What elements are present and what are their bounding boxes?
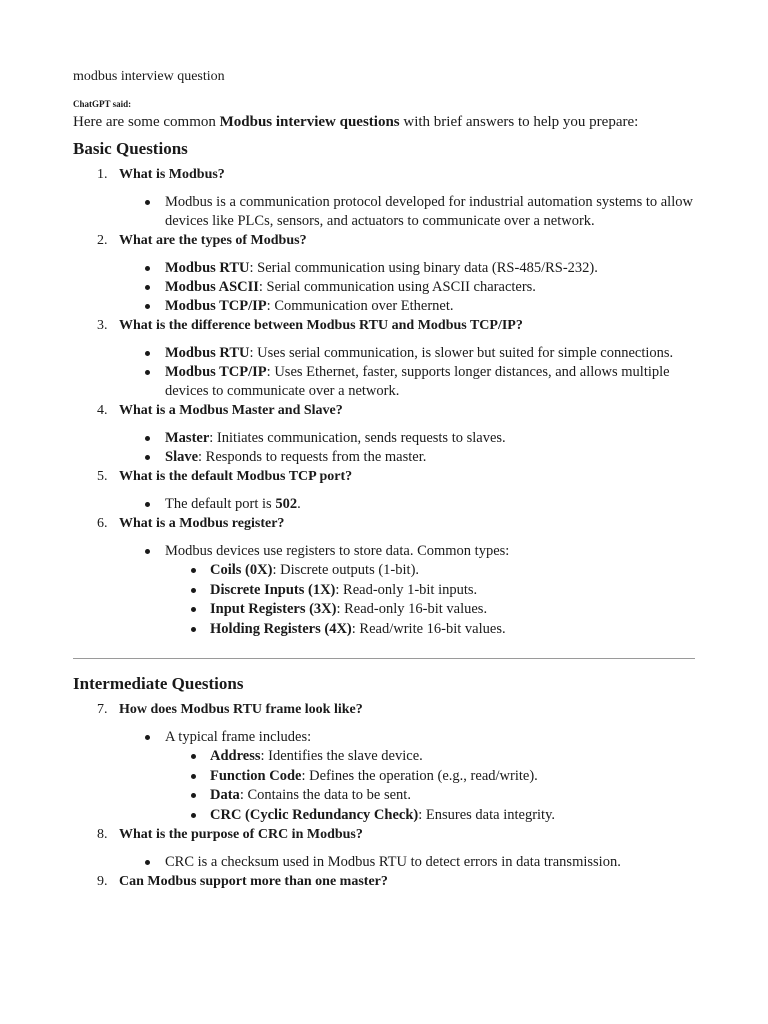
answer-list (119, 259, 695, 316)
bullet-icon (191, 607, 196, 612)
answer-text: : Responds to requests from the master. (198, 449, 427, 465)
question-item (73, 401, 695, 467)
question-item (73, 825, 695, 872)
answer-list (119, 344, 695, 401)
intro-text-end: with brief answers to help you prepare: (399, 114, 639, 130)
question-number: 5. (97, 469, 108, 484)
answer-list (119, 495, 695, 514)
answer-list (119, 429, 695, 467)
answer-text: : Serial communication using binary data (RS-485/RS-232). (249, 260, 598, 276)
question-item (73, 700, 695, 825)
question-number: 7. (97, 702, 108, 717)
sub-answer-item (165, 581, 695, 601)
answer-item (119, 259, 695, 278)
answer-list (119, 542, 695, 639)
answer-term: Modbus RTU (165, 260, 250, 276)
answer-item (119, 448, 695, 467)
answer-term: 502 (275, 496, 298, 512)
answer-term: Data (210, 787, 240, 803)
bullet-icon (145, 351, 150, 356)
answer-term: Discrete Inputs (1X) (210, 581, 336, 598)
answer-text: : Defines the operation (e.g., read/write). (301, 767, 538, 784)
question-title: What is the default Modbus TCP port? (119, 469, 353, 484)
answer-text: : Read-only 16-bit values. (336, 601, 488, 617)
intro-text-start: Here are some common (73, 114, 220, 130)
answer-term: Modbus ASCII (165, 279, 259, 295)
assistant-label: ChatGPT said: (73, 99, 132, 109)
answer-text: : Read/write 16-bit values. (351, 620, 506, 637)
question-item (73, 872, 695, 892)
question-list-intermediate (73, 700, 695, 892)
bullet-icon (145, 200, 150, 205)
question-number: 3. (97, 318, 108, 333)
chat-document (73, 67, 695, 892)
answer-text: CRC is a checksum used in Modbus RTU to detect errors in data transmission. (165, 854, 621, 870)
question-number: 8. (97, 827, 108, 842)
answer-item (119, 542, 695, 639)
bullet-icon (191, 754, 196, 759)
answer-term: Modbus RTU (165, 345, 250, 361)
bullet-icon (145, 370, 150, 375)
answer-item (119, 429, 695, 448)
bullet-icon (191, 588, 196, 593)
intro-emphasis: Modbus interview questions (219, 114, 400, 130)
answer-item (119, 363, 695, 401)
answer-text: : Read-only 1-bit inputs. (335, 581, 478, 598)
bullet-icon (191, 774, 196, 779)
bullet-icon (145, 436, 150, 441)
bullet-icon (191, 627, 196, 632)
answer-item (119, 728, 695, 825)
sub-answer-item (165, 620, 695, 640)
question-item (73, 467, 695, 514)
answer-item (119, 193, 695, 231)
answer-text: : Ensures data integrity. (418, 806, 556, 823)
answer-item (119, 297, 695, 316)
user-prompt: modbus interview question (73, 69, 225, 84)
sub-answer-item (165, 767, 695, 787)
bullet-icon (145, 735, 150, 740)
answer-text: : Identifies the slave device. (260, 748, 423, 764)
sub-answer-item (165, 806, 695, 826)
bullet-icon (145, 549, 150, 554)
bullet-icon (191, 568, 196, 573)
answer-text: : Initiates communication, sends requests to slaves. (209, 430, 506, 446)
answer-text: A typical frame includes: (165, 729, 312, 745)
answer-item (119, 344, 695, 363)
section-heading-basic: Basic Questions (73, 139, 188, 158)
question-title: What is the purpose of CRC in Modbus? (119, 827, 363, 842)
intro-paragraph (73, 112, 695, 132)
sub-answer-item (165, 786, 695, 806)
bullet-icon (191, 793, 196, 798)
question-number: 2. (97, 233, 108, 248)
answer-list (119, 853, 695, 872)
question-item (73, 514, 695, 639)
answer-term: Modbus TCP/IP (165, 364, 267, 380)
answer-text: : Uses serial communication, is slower but suited for simple connections. (249, 345, 674, 361)
question-number: 4. (97, 403, 108, 418)
section-divider (73, 658, 695, 659)
question-title: Can Modbus support more than one master? (119, 874, 388, 889)
answer-text: : Contains the data to be sent. (239, 787, 411, 803)
bullet-icon (145, 502, 150, 507)
question-number: 9. (97, 874, 108, 889)
answer-term: CRC (Cyclic Redundancy Check) (210, 806, 419, 823)
answer-item (119, 495, 695, 514)
answer-text: : Discrete outputs (1-bit). (272, 562, 420, 578)
question-title: What is a Modbus register? (119, 516, 285, 531)
answer-term: Holding Registers (4X) (210, 620, 352, 637)
question-title: What is Modbus? (119, 167, 225, 182)
sub-answer-item (165, 747, 695, 767)
question-number: 1. (97, 167, 108, 182)
answer-list (119, 193, 695, 231)
answer-text: Modbus is a communication protocol developed for industrial automation systems to allow devices like PLCs, sensors, and actuators to communicate over a network. (165, 194, 693, 229)
answer-term: Input Registers (3X) (210, 601, 337, 617)
question-number: 6. (97, 516, 108, 531)
question-item (73, 231, 695, 316)
question-title: What is a Modbus Master and Slave? (119, 403, 343, 418)
sub-answer-item (165, 600, 695, 620)
answer-text: : Communication over Ethernet. (266, 298, 454, 314)
question-list-basic (73, 165, 695, 639)
question-item (73, 165, 695, 231)
question-title: What is the difference between Modbus RTU and Modbus TCP/IP? (119, 318, 523, 333)
bullet-icon (145, 455, 150, 460)
bullet-icon (145, 266, 150, 271)
answer-term: Coils (0X) (210, 562, 273, 578)
question-item (73, 316, 695, 401)
answer-text: Modbus devices use registers to store data. Common types: (165, 543, 510, 559)
answer-term: Modbus TCP/IP (165, 298, 267, 314)
answer-text: . (297, 496, 301, 512)
answer-text: : Uses Ethernet, faster, supports longer distances, and allows multiple devices to communicate over a network. (165, 364, 670, 399)
sub-answer-list (165, 747, 695, 825)
bullet-icon (145, 304, 150, 309)
bullet-icon (145, 860, 150, 865)
answer-text: : Serial communication using ASCII characters. (258, 279, 536, 295)
question-title: How does Modbus RTU frame look like? (119, 702, 363, 717)
section-heading-intermediate: Intermediate Questions (73, 674, 244, 693)
question-title: What are the types of Modbus? (119, 233, 307, 248)
answer-term: Function Code (210, 767, 302, 784)
sub-answer-list (165, 561, 695, 639)
bullet-icon (191, 813, 196, 818)
answer-term: Slave (165, 449, 199, 465)
answer-text: The default port is (165, 496, 276, 512)
answer-term: Master (165, 430, 210, 446)
answer-term: Address (210, 748, 261, 764)
answer-list (119, 728, 695, 825)
bullet-icon (145, 285, 150, 290)
answer-item (119, 853, 695, 872)
sub-answer-item (165, 561, 695, 581)
answer-item (119, 278, 695, 297)
